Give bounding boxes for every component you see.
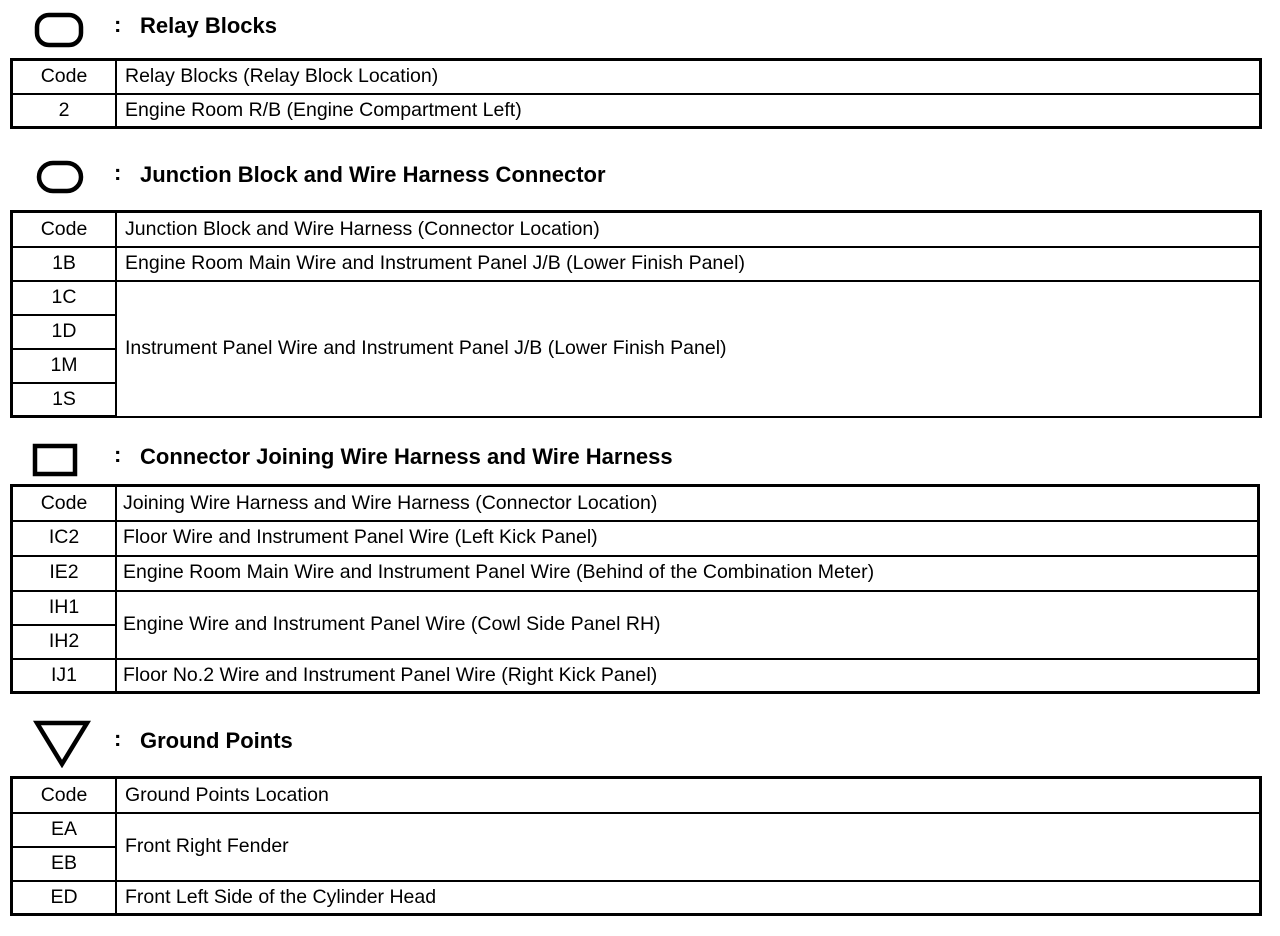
code-cell: 1D	[12, 315, 117, 349]
table-header-row	[12, 778, 1261, 813]
ground-points-table	[10, 776, 1262, 916]
location-cell: Engine Room Main Wire and Instrument Panel J/B (Lower Finish Panel)	[116, 247, 1261, 281]
code-cell: EB	[12, 847, 117, 881]
section-title: Ground Points	[140, 728, 293, 753]
code-cell: 1C	[12, 281, 117, 315]
code-header-cell: Code	[12, 212, 117, 247]
section-connector-joining	[10, 438, 1262, 686]
location-cell-merged: Front Right Fender	[116, 813, 1261, 881]
location-header-cell: Joining Wire Harness and Wire Harness (Connector Location)	[116, 486, 1259, 521]
table-row	[12, 659, 1259, 693]
section-header	[10, 718, 1262, 758]
heading-colon: :	[114, 442, 122, 467]
code-header-cell: Code	[12, 778, 117, 813]
code-cell: IH2	[12, 625, 117, 659]
table-header-row	[12, 212, 1261, 247]
connector-joining-table	[10, 484, 1260, 694]
table-row	[12, 556, 1259, 591]
table-header-row	[12, 486, 1259, 521]
section-header	[10, 8, 1262, 48]
table-row	[12, 521, 1259, 556]
table-row	[12, 281, 1261, 315]
code-cell: EA	[12, 813, 117, 847]
code-cell: IJ1	[12, 659, 117, 693]
location-header-cell: Junction Block and Wire Harness (Connector Location)	[116, 212, 1261, 247]
code-cell: ED	[12, 881, 117, 915]
relay-blocks-table	[10, 58, 1262, 129]
section-title: Connector Joining Wire Harness and Wire Harness	[140, 444, 673, 469]
triangle-down-icon	[32, 718, 92, 768]
location-cell: Engine Room Main Wire and Instrument Panel Wire (Behind of the Combination Meter)	[116, 556, 1259, 591]
section-relay-blocks	[10, 8, 1262, 121]
section-ground-points	[10, 718, 1262, 908]
code-cell: IC2	[12, 521, 117, 556]
location-header-cell: Relay Blocks (Relay Block Location)	[116, 60, 1261, 94]
code-cell: 1B	[12, 247, 117, 281]
heading-colon: :	[114, 726, 122, 751]
location-cell: Floor No.2 Wire and Instrument Panel Wire (Right Kick Panel)	[116, 659, 1259, 693]
code-cell: 2	[12, 94, 117, 128]
junction-block-table	[10, 210, 1262, 418]
code-cell: IH1	[12, 591, 117, 625]
location-header-cell: Ground Points Location	[116, 778, 1261, 813]
location-cell-merged: Instrument Panel Wire and Instrument Panel J/B (Lower Finish Panel)	[116, 281, 1261, 417]
table-header-row	[12, 60, 1261, 94]
code-cell: 1S	[12, 383, 117, 417]
section-header	[10, 438, 1262, 478]
location-cell: Floor Wire and Instrument Panel Wire (Left Kick Panel)	[116, 521, 1259, 556]
location-cell-merged: Engine Wire and Instrument Panel Wire (Cowl Side Panel RH)	[116, 591, 1259, 659]
code-header-cell: Code	[12, 486, 117, 521]
table-row	[12, 94, 1261, 128]
table-row	[12, 247, 1261, 281]
code-cell: IE2	[12, 556, 117, 591]
section-header	[10, 156, 1262, 196]
section-junction-block	[10, 156, 1262, 410]
table-row	[12, 813, 1261, 847]
section-title: Relay Blocks	[140, 13, 277, 38]
location-cell: Front Left Side of the Cylinder Head	[116, 881, 1261, 915]
section-title: Junction Block and Wire Harness Connector	[140, 162, 606, 187]
code-header-cell: Code	[12, 60, 117, 94]
rounded-rect-icon	[34, 11, 94, 51]
table-row	[12, 881, 1261, 915]
square-icon	[30, 440, 90, 480]
heading-colon: :	[114, 12, 122, 37]
table-row	[12, 591, 1259, 625]
location-cell: Engine Room R/B (Engine Compartment Left)	[116, 94, 1261, 128]
heading-colon: :	[114, 160, 122, 185]
oval-icon	[34, 158, 94, 198]
code-cell: 1M	[12, 349, 117, 383]
